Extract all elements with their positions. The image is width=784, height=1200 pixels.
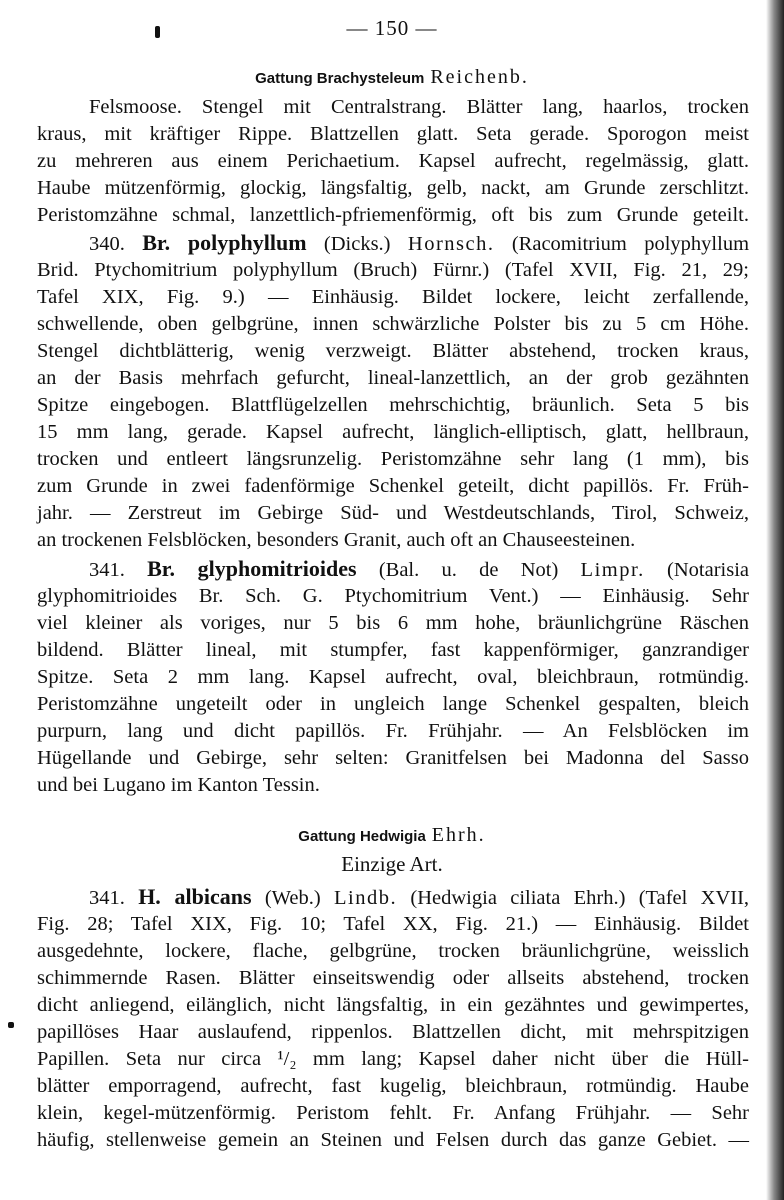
text-line: 15 mm lang, gerade. Kapsel aufrecht, länglich-elliptisch, glatt, hellbraun, [37,421,749,443]
species-number: 340. [89,233,125,255]
text-line: Spitze. Seta 2 mm lang. Kapsel aufrecht, oval, bleichbraun, rotmündig. [37,666,749,688]
text-line: Peristomzähne schmal, lanzettlich-pfriemenförmig, oft bis zum Grunde geteilt. [37,204,749,226]
text-line: Fig. 28; Tafel XIX, Fig. 10; Tafel XX, Fig. 21.) — Einhäusig. Bildet [37,913,749,935]
genus-subtitle: Einzige Art. [341,852,443,876]
genus-heading-hedwigia [0,824,784,847]
text-line: viel kleiner als voriges, nur 5 bis 6 mm hohe, bräunlichgrüne Räschen [37,612,749,634]
species-author-parenthetical: (Bal. u. de Not) [378,559,559,581]
text-line: papillöses Haar auslaufend, rippenlos. Blattzellen dicht, mit mehrspitzigen [37,1021,749,1043]
species-name: Br. glyphomitrioides [147,556,357,581]
text-line: Peristomzähne ungeteilt oder in ungleich lange Schenkel gespalten, bleich [37,693,749,715]
species-author: Lindb. [333,887,398,909]
species-synonym: (Notarisia [667,559,750,581]
species-synonym: (Hedwigia ciliata Ehrh.) (Tafel XVII, [410,887,750,909]
text-line: kraus, mit kräftiger Rippe. Blattzellen glatt. Seta gerade. Sporogon meist [37,123,749,145]
text-line: an der Basis mehrfach gefurcht, lineal-lanzettlich, an der grob gezähnten [37,367,749,389]
text-line: Brid. Ptychomitrium polyphyllum (Bruch) Fürnr.) (Tafel XVII, Fig. 21, 29; [37,259,749,281]
text-line: trocken und entleert längsrunzelig. Peristomzähne sehr lang (1 mm), bis [37,448,749,470]
species-heading-341-brachysteleum [89,556,749,583]
species-author: Limpr. [580,559,645,581]
text-line: purpurn, lang und dicht papillös. Fr. Frühjahr. — An Felsblöcken im [37,720,749,742]
text-line: Hügellande und Gebirge, sehr selten: Granitfelsen bei Madonna del Sasso [37,747,749,769]
text-line: glyphomitrioides Br. Sch. G. Ptychomitrium Vent.) — Einhäusig. Sehr [37,585,749,607]
text-line: bildend. Blätter lineal, mit stumpfer, fast kappenförmiger, ganzrandiger [37,639,749,661]
text-line: Stengel dichtblätterig, wenig verzweigt. Blätter abstehend, trocken kraus, [37,340,749,362]
genus-author: Ehrh. [431,824,486,846]
genus-heading-brachysteleum [0,66,784,89]
text-line: klein, kegel-mützenförmig. Peristom fehlt. Fr. Anfang Frühjahr. — Sehr [37,1102,749,1124]
species-heading-340 [89,230,749,257]
text-line: Haube mützenförmig, glockig, längsfaltig, gelb, nackt, am Grunde zerschlitzt. [37,177,749,199]
page-edge-shadow [766,0,784,1200]
text-line: und bei Lugano im Kanton Tessin. [37,774,320,796]
genus-label: Gattung Brachysteleum [255,70,425,87]
species-author: Hornsch. [407,233,495,255]
genus-label: Gattung Hedwigia [298,828,426,845]
text-line: häufig, stellenweise gemein an Steinen und Felsen durch das ganze Gebiet. — [37,1129,749,1151]
text-line: jahr. — Zerstreut im Gebirge Süd- und Westdeutschlands, Tirol, Schweiz, [37,502,749,524]
species-name: Br. polyphyllum [142,230,307,255]
species-author-parenthetical: (Web.) [264,887,321,909]
text-line: an trockenen Felsblöcken, besonders Granit, auch oft an Chauseesteinen. [37,529,636,551]
species-author-parenthetical: (Dicks.) [323,233,391,255]
text-line: Spitze eingebogen. Blattflügelzellen mehrschichtig, bräunlich. Seta 5 bis [37,394,749,416]
species-number: 341. [89,887,125,909]
genus-author: Reichenb. [430,66,529,88]
text-line: Papillen. Seta nur circa ¹/₂ mm lang; Kapsel daher nicht über die Hüll- [37,1048,749,1070]
text-line: blätter emporragend, aufrecht, fast kugelig, bleichbraun, rotmündig. Haube [37,1075,749,1097]
species-name: H. albicans [138,884,252,909]
page-number: — 150 — [346,16,438,40]
text-line: zum Grunde in zwei fadenförmige Schenkel geteilt, dicht papillös. Fr. Früh- [37,475,749,497]
text-line: schwellende, oben gelbgrüne, innen schwärzliche Polster bis zu 5 cm Höhe. [37,313,749,335]
text-line: ausgedehnte, lockere, flache, gelbgrüne, trocken bräunlichgrüne, weisslich [37,940,749,962]
species-heading-341-hedwigia [89,884,749,911]
species-number: 341. [89,559,125,581]
text-line: dicht anliegend, eilänglich, nicht längsfaltig, in ein gezähntes und gewimpertes, [37,994,749,1016]
text-line: zu mehreren aus einem Perichaetium. Kapsel aufrecht, regelmässig, glatt. [37,150,749,172]
ink-speck [8,1022,14,1028]
text-line: Tafel XIX, Fig. 9.) — Einhäusig. Bildet lockere, leicht zerfallende, [37,286,749,308]
text-line: Felsmoose. Stengel mit Centralstrang. Blätter lang, haarlos, trocken [89,96,749,118]
text-line: schimmernde Rasen. Blätter einseitswendig oder allseits abstehend, trocken [37,967,749,989]
species-synonym: (Racomitrium polyphyllum [511,233,750,255]
